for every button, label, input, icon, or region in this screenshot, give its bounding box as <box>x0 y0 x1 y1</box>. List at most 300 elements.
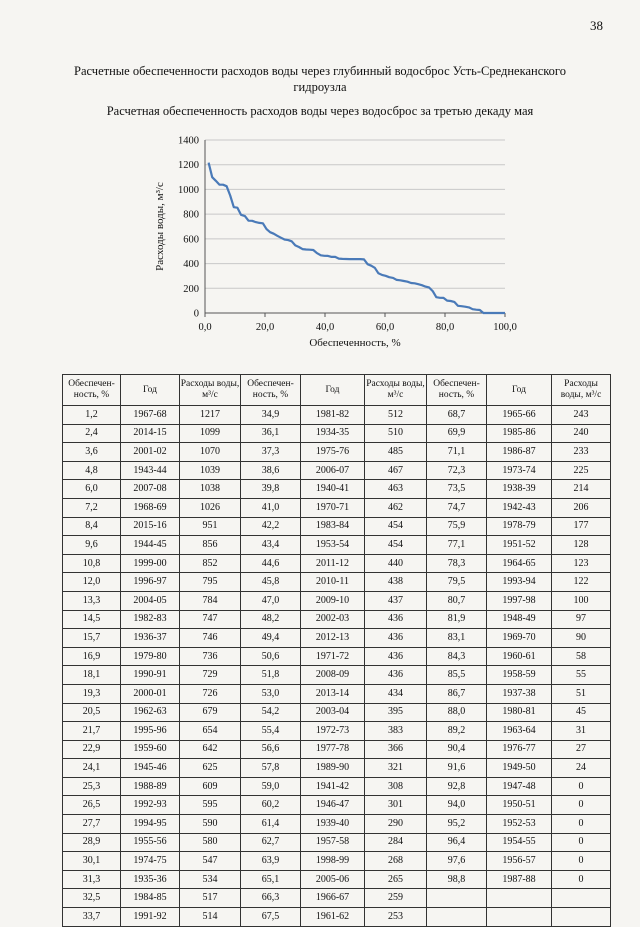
table-cell: 79,5 <box>427 573 487 592</box>
table-cell: 1939-40 <box>301 815 365 834</box>
table-cell: 512 <box>365 406 427 425</box>
table-cell: 21,7 <box>63 722 121 741</box>
table-cell: 1956-57 <box>487 852 552 871</box>
table-cell: 80,7 <box>427 591 487 610</box>
table-cell: 1967-68 <box>121 406 180 425</box>
table-cell: 1954-55 <box>487 833 552 852</box>
table-cell: 1938-39 <box>487 480 552 499</box>
table-cell: 31,3 <box>63 870 121 889</box>
table-cell: 1988-89 <box>121 777 180 796</box>
table-cell: 1964-65 <box>487 554 552 573</box>
table-row <box>63 480 611 499</box>
table-cell: 58 <box>552 647 611 666</box>
table-cell: 1965-66 <box>487 406 552 425</box>
table-cell: 580 <box>180 833 241 852</box>
x-tick-label: 80,0 <box>435 322 455 333</box>
table-cell: 726 <box>180 684 241 703</box>
table-cell: 625 <box>180 759 241 778</box>
table-cell: 736 <box>180 647 241 666</box>
table-cell: 290 <box>365 815 427 834</box>
table-cell: 53,0 <box>241 684 301 703</box>
table-cell: 746 <box>180 629 241 648</box>
y-tick-label: 1000 <box>178 184 199 196</box>
table-cell: 1974-75 <box>121 852 180 871</box>
table-cell: 259 <box>365 889 427 908</box>
table-cell: 91,6 <box>427 759 487 778</box>
table-cell: 1039 <box>180 461 241 480</box>
table-row <box>63 517 611 536</box>
table-cell: 2012-13 <box>301 629 365 648</box>
table-cell: 2000-01 <box>121 684 180 703</box>
table-cell: 642 <box>180 740 241 759</box>
table-cell: 36,1 <box>241 424 301 443</box>
table-cell: 75,9 <box>427 517 487 536</box>
column-header: Расходы воды, м³/с <box>180 375 241 406</box>
table-cell: 62,7 <box>241 833 301 852</box>
table-cell: 514 <box>180 908 241 927</box>
table-cell: 27 <box>552 740 611 759</box>
table-cell: 15,7 <box>63 629 121 648</box>
x-tick-label: 100,0 <box>493 322 517 333</box>
column-header: Обеспечен-ность, % <box>63 375 121 406</box>
table-cell: 1996-97 <box>121 573 180 592</box>
table-cell: 206 <box>552 498 611 517</box>
table-cell: 1934-35 <box>301 424 365 443</box>
table-cell: 72,3 <box>427 461 487 480</box>
table-row <box>63 908 611 927</box>
column-header: Год <box>301 375 365 406</box>
table-cell: 517 <box>180 889 241 908</box>
table-cell: 8,4 <box>63 517 121 536</box>
table-cell: 1099 <box>180 424 241 443</box>
discharge-chart <box>150 128 520 350</box>
table-cell: 1975-76 <box>301 443 365 462</box>
table-cell: 1998-99 <box>301 852 365 871</box>
table-row <box>63 591 611 610</box>
y-tick-label: 600 <box>183 234 199 246</box>
table-cell: 1989-90 <box>301 759 365 778</box>
table-cell: 177 <box>552 517 611 536</box>
table-cell: 47,0 <box>241 591 301 610</box>
table-cell: 81,9 <box>427 610 487 629</box>
table-row <box>63 703 611 722</box>
table-cell: 57,8 <box>241 759 301 778</box>
table-cell: 1983-84 <box>301 517 365 536</box>
table-cell: 42,2 <box>241 517 301 536</box>
table-cell: 1969-70 <box>487 629 552 648</box>
table-cell: 7,2 <box>63 498 121 517</box>
column-header: Год <box>487 375 552 406</box>
table-cell: 1986-87 <box>487 443 552 462</box>
table-cell: 92,8 <box>427 777 487 796</box>
table-cell: 45,8 <box>241 573 301 592</box>
table-cell: 1,2 <box>63 406 121 425</box>
table-cell: 19,3 <box>63 684 121 703</box>
table-cell: 68,7 <box>427 406 487 425</box>
table-cell: 485 <box>365 443 427 462</box>
table-cell: 77,1 <box>427 536 487 555</box>
table-cell: 654 <box>180 722 241 741</box>
table-cell: 24,1 <box>63 759 121 778</box>
table-cell: 18,1 <box>63 666 121 685</box>
table-cell: 34,9 <box>241 406 301 425</box>
table-cell: 66,3 <box>241 889 301 908</box>
table-cell: 33,7 <box>63 908 121 927</box>
table-cell: 26,5 <box>63 796 121 815</box>
table-cell: 54,2 <box>241 703 301 722</box>
table-row <box>63 815 611 834</box>
table-cell: 214 <box>552 480 611 499</box>
table-row <box>63 536 611 555</box>
table-cell: 30,1 <box>63 852 121 871</box>
table-cell: 1977-78 <box>301 740 365 759</box>
table-row <box>63 629 611 648</box>
table-cell: 1982-83 <box>121 610 180 629</box>
table-row <box>63 647 611 666</box>
table-cell: 1991-92 <box>121 908 180 927</box>
table-cell: 128 <box>552 536 611 555</box>
table-cell: 1935-36 <box>121 870 180 889</box>
table-cell: 1038 <box>180 480 241 499</box>
column-header: Обеспечен-ность, % <box>427 375 487 406</box>
table-cell: 0 <box>552 833 611 852</box>
table-cell: 225 <box>552 461 611 480</box>
table-cell: 0 <box>552 815 611 834</box>
table-cell: 123 <box>552 554 611 573</box>
table-cell: 852 <box>180 554 241 573</box>
table-cell: 14,5 <box>63 610 121 629</box>
table-cell: 4,8 <box>63 461 121 480</box>
table-cell: 55 <box>552 666 611 685</box>
table-cell: 534 <box>180 870 241 889</box>
table-cell: 856 <box>180 536 241 555</box>
table-row <box>63 443 611 462</box>
table-cell: 90 <box>552 629 611 648</box>
table-cell: 1966-67 <box>301 889 365 908</box>
table-cell <box>487 908 552 927</box>
table-cell: 37,3 <box>241 443 301 462</box>
table-cell: 1959-60 <box>121 740 180 759</box>
table-cell: 1992-93 <box>121 796 180 815</box>
table-cell: 20,5 <box>63 703 121 722</box>
table-cell: 729 <box>180 666 241 685</box>
table-cell: 609 <box>180 777 241 796</box>
table-row <box>63 870 611 889</box>
table-row <box>63 666 611 685</box>
table-cell: 2008-09 <box>301 666 365 685</box>
table-cell: 2005-06 <box>301 870 365 889</box>
table-row <box>63 424 611 443</box>
table-cell: 366 <box>365 740 427 759</box>
table-cell: 462 <box>365 498 427 517</box>
table-cell: 69,9 <box>427 424 487 443</box>
table-cell: 2010-11 <box>301 573 365 592</box>
table-cell: 2011-12 <box>301 554 365 573</box>
table-cell: 1948-49 <box>487 610 552 629</box>
table-cell: 63,9 <box>241 852 301 871</box>
column-header: Расходы воды, м³/с <box>552 375 611 406</box>
table-row <box>63 610 611 629</box>
table-cell: 1985-86 <box>487 424 552 443</box>
table-cell: 50,6 <box>241 647 301 666</box>
table-cell: 12,0 <box>63 573 121 592</box>
table-cell: 308 <box>365 777 427 796</box>
table-cell: 1026 <box>180 498 241 517</box>
table-cell: 2015-16 <box>121 517 180 536</box>
table-cell: 59,0 <box>241 777 301 796</box>
y-tick-label: 400 <box>183 259 199 271</box>
table-cell: 436 <box>365 610 427 629</box>
table-cell: 951 <box>180 517 241 536</box>
table-cell: 39,8 <box>241 480 301 499</box>
table-cell: 436 <box>365 666 427 685</box>
table-cell: 25,3 <box>63 777 121 796</box>
table-cell: 1961-62 <box>301 908 365 927</box>
table-cell: 510 <box>365 424 427 443</box>
table-cell: 243 <box>552 406 611 425</box>
table-cell: 463 <box>365 480 427 499</box>
table-cell: 38,6 <box>241 461 301 480</box>
table-cell: 1960-61 <box>487 647 552 666</box>
table-header-row <box>63 375 611 406</box>
document-title: Расчетные обеспеченности расходов воды через глубинный водосброс Усть-Среднеканского гидроузла <box>74 64 566 94</box>
table-cell: 56,6 <box>241 740 301 759</box>
table-cell: 1942-43 <box>487 498 552 517</box>
table-row <box>63 722 611 741</box>
table-cell: 1962-63 <box>121 703 180 722</box>
table-cell: 679 <box>180 703 241 722</box>
table-cell: 301 <box>365 796 427 815</box>
x-tick-label: 20,0 <box>255 322 275 333</box>
table-cell: 1070 <box>180 443 241 462</box>
table-cell: 6,0 <box>63 480 121 499</box>
table-cell: 1997-98 <box>487 591 552 610</box>
table-row <box>63 406 611 425</box>
table-cell: 2006-07 <box>301 461 365 480</box>
table-cell: 1979-80 <box>121 647 180 666</box>
table-cell: 96,4 <box>427 833 487 852</box>
table-cell: 1973-74 <box>487 461 552 480</box>
table-cell: 1937-38 <box>487 684 552 703</box>
table-cell: 0 <box>552 777 611 796</box>
y-tick-label: 800 <box>183 209 199 221</box>
table-row <box>63 461 611 480</box>
table-row <box>63 833 611 852</box>
table-cell: 1978-79 <box>487 517 552 536</box>
table-cell: 1946-47 <box>301 796 365 815</box>
table-cell <box>427 908 487 927</box>
table-cell: 383 <box>365 722 427 741</box>
table-cell: 1963-64 <box>487 722 552 741</box>
table-cell: 1958-59 <box>487 666 552 685</box>
table-cell: 67,5 <box>241 908 301 927</box>
table-cell: 32,5 <box>63 889 121 908</box>
table-cell: 395 <box>365 703 427 722</box>
table-cell: 1949-50 <box>487 759 552 778</box>
table-cell: 590 <box>180 815 241 834</box>
table-row <box>63 796 611 815</box>
table-cell: 454 <box>365 517 427 536</box>
x-axis-label: Обеспеченность, % <box>309 337 401 349</box>
table-cell: 71,1 <box>427 443 487 462</box>
table-cell: 98,8 <box>427 870 487 889</box>
table-cell: 22,9 <box>63 740 121 759</box>
y-tick-label: 200 <box>183 283 199 295</box>
table-cell: 547 <box>180 852 241 871</box>
table-cell: 1976-77 <box>487 740 552 759</box>
table-cell: 100 <box>552 591 611 610</box>
table-cell: 61,4 <box>241 815 301 834</box>
table-cell: 438 <box>365 573 427 592</box>
table-cell: 747 <box>180 610 241 629</box>
table-cell <box>552 908 611 927</box>
table-cell: 0 <box>552 852 611 871</box>
table-cell: 95,2 <box>427 815 487 834</box>
table-cell: 1981-82 <box>301 406 365 425</box>
y-axis-label: Расходы воды, м³/с <box>154 182 166 271</box>
table-cell: 1995-96 <box>121 722 180 741</box>
table-cell: 1993-94 <box>487 573 552 592</box>
y-tick-label: 0 <box>193 308 199 320</box>
table-cell: 41,0 <box>241 498 301 517</box>
table-cell: 1952-53 <box>487 815 552 834</box>
table-cell: 1957-58 <box>301 833 365 852</box>
table-cell: 467 <box>365 461 427 480</box>
table-cell: 28,9 <box>63 833 121 852</box>
page-number: 38 <box>590 18 603 33</box>
table-cell: 1945-46 <box>121 759 180 778</box>
table-cell: 1950-51 <box>487 796 552 815</box>
table-cell: 1217 <box>180 406 241 425</box>
table-cell: 436 <box>365 647 427 666</box>
table-cell: 51,8 <box>241 666 301 685</box>
table-cell: 2013-14 <box>301 684 365 703</box>
table-cell: 1941-42 <box>301 777 365 796</box>
table-cell: 284 <box>365 833 427 852</box>
table-cell: 1943-44 <box>121 461 180 480</box>
table-cell: 1980-81 <box>487 703 552 722</box>
series-line <box>209 163 505 313</box>
column-header: Расходы воды, м³/с <box>365 375 427 406</box>
table-cell: 2004-05 <box>121 591 180 610</box>
table-cell: 2014-15 <box>121 424 180 443</box>
table-cell: 60,2 <box>241 796 301 815</box>
table-cell: 94,0 <box>427 796 487 815</box>
column-header: Обеспечен-ность, % <box>241 375 301 406</box>
table-cell: 1984-85 <box>121 889 180 908</box>
table-cell: 2007-08 <box>121 480 180 499</box>
column-header: Год <box>121 375 180 406</box>
table-cell: 1936-37 <box>121 629 180 648</box>
table-row <box>63 684 611 703</box>
table-cell: 86,7 <box>427 684 487 703</box>
table-cell: 1999-00 <box>121 554 180 573</box>
table-cell: 55,4 <box>241 722 301 741</box>
discharge-table <box>62 374 611 927</box>
table-cell: 1953-54 <box>301 536 365 555</box>
table-cell: 122 <box>552 573 611 592</box>
table-cell: 1990-91 <box>121 666 180 685</box>
table-cell: 84,3 <box>427 647 487 666</box>
table-cell: 74,7 <box>427 498 487 517</box>
table-cell: 97 <box>552 610 611 629</box>
table-cell: 0 <box>552 870 611 889</box>
chart-caption: Расчетная обеспеченность расходов воды через водосброс за третью декаду мая <box>106 104 534 118</box>
table-cell: 1944-45 <box>121 536 180 555</box>
table-cell: 1971-72 <box>301 647 365 666</box>
table-cell: 97,6 <box>427 852 487 871</box>
table-cell: 795 <box>180 573 241 592</box>
table-cell: 85,5 <box>427 666 487 685</box>
table-cell: 2003-04 <box>301 703 365 722</box>
table-cell: 88,0 <box>427 703 487 722</box>
table-cell: 31 <box>552 722 611 741</box>
table-cell: 253 <box>365 908 427 927</box>
table-row <box>63 759 611 778</box>
table-cell: 595 <box>180 796 241 815</box>
table-cell: 436 <box>365 629 427 648</box>
table-cell: 437 <box>365 591 427 610</box>
table-cell: 1940-41 <box>301 480 365 499</box>
table-cell: 268 <box>365 852 427 871</box>
table-row <box>63 740 611 759</box>
table-cell: 10,8 <box>63 554 121 573</box>
table-cell: 9,6 <box>63 536 121 555</box>
table-cell: 65,1 <box>241 870 301 889</box>
x-tick-label: 40,0 <box>315 322 335 333</box>
table-row <box>63 573 611 592</box>
table-cell: 440 <box>365 554 427 573</box>
table-row <box>63 777 611 796</box>
table-cell: 90,4 <box>427 740 487 759</box>
table-cell: 2002-03 <box>301 610 365 629</box>
table-cell: 1968-69 <box>121 498 180 517</box>
table-cell: 1955-56 <box>121 833 180 852</box>
table-cell: 434 <box>365 684 427 703</box>
table-cell: 240 <box>552 424 611 443</box>
table-row <box>63 554 611 573</box>
table-cell: 2,4 <box>63 424 121 443</box>
table-cell: 83,1 <box>427 629 487 648</box>
y-tick-label: 1400 <box>178 135 199 147</box>
table-cell: 48,2 <box>241 610 301 629</box>
table-cell: 0 <box>552 796 611 815</box>
table-row <box>63 852 611 871</box>
table-cell: 51 <box>552 684 611 703</box>
table-cell: 49,4 <box>241 629 301 648</box>
table-cell: 78,3 <box>427 554 487 573</box>
table-cell: 44,6 <box>241 554 301 573</box>
table-cell: 233 <box>552 443 611 462</box>
table-cell: 13,3 <box>63 591 121 610</box>
table-cell: 43,4 <box>241 536 301 555</box>
table-cell: 16,9 <box>63 647 121 666</box>
table-cell: 27,7 <box>63 815 121 834</box>
table-cell: 45 <box>552 703 611 722</box>
table-cell: 73,5 <box>427 480 487 499</box>
table-cell: 2009-10 <box>301 591 365 610</box>
table-cell: 24 <box>552 759 611 778</box>
x-tick-label: 0,0 <box>198 322 212 333</box>
table-cell: 784 <box>180 591 241 610</box>
table-row <box>63 498 611 517</box>
table-cell: 1987-88 <box>487 870 552 889</box>
table-cell: 1951-52 <box>487 536 552 555</box>
table-cell: 1947-48 <box>487 777 552 796</box>
table-cell: 2001-02 <box>121 443 180 462</box>
table-cell: 265 <box>365 870 427 889</box>
table-cell: 1970-71 <box>301 498 365 517</box>
